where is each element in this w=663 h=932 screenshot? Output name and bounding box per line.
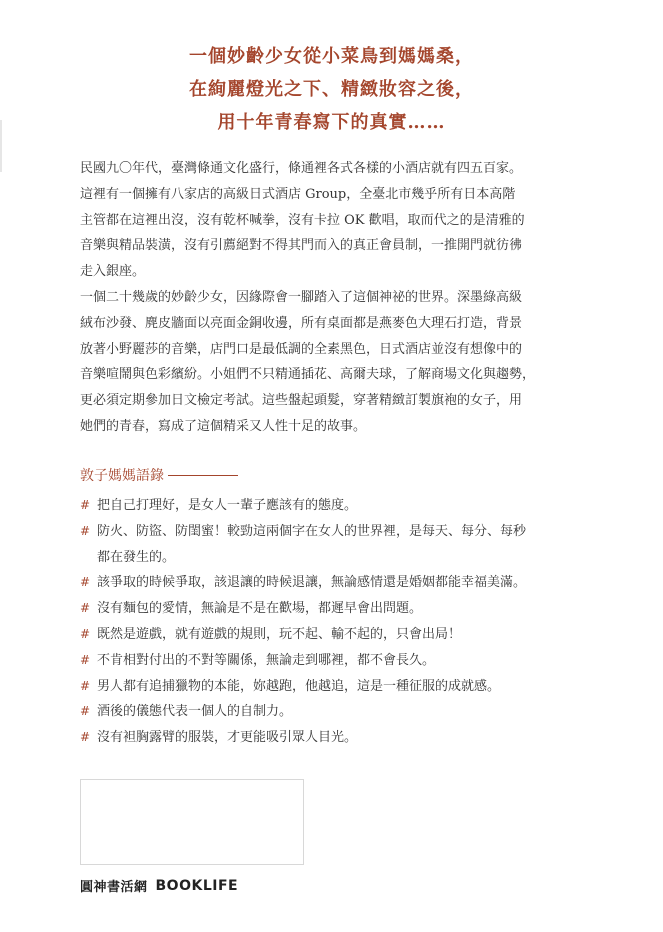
hash-bullet: # <box>80 523 91 538</box>
quote-text <box>97 570 526 596</box>
headline-line: 一個妙齡少女從小菜鳥到媽媽桑， <box>189 46 474 67</box>
book-cover-placeholder <box>80 779 304 865</box>
publisher-english-name: BOOKLIFE <box>155 877 239 894</box>
quote-item <box>80 674 590 700</box>
headline <box>0 40 663 139</box>
quote-line: 男人都有追捕獵物的本能，妳越跑，他越追，這是一種征服的成就感。 <box>97 678 501 694</box>
quote-item <box>80 519 590 571</box>
quote-text <box>97 519 526 571</box>
quote-text <box>97 699 292 725</box>
synopsis <box>80 156 585 440</box>
quotes-section-title <box>80 465 238 485</box>
synopsis-line: 音樂喧鬧與色彩繽紛。小姐們不只精通插花、高爾夫球，了解商場文化與趨勢， <box>80 367 536 383</box>
quote-text <box>97 622 461 648</box>
synopsis-line: 絨布沙發、麂皮牆面以亮面金銅收邊，所有桌面都是燕麥色大理石打造，背景 <box>80 315 523 331</box>
title-rule <box>168 475 238 476</box>
quote-item <box>80 622 590 648</box>
quote-line: 酒後的儀態代表一個人的自制力。 <box>97 704 293 720</box>
synopsis-line: 她們的青春，寫成了這個精采又人性十足的故事。 <box>80 418 367 434</box>
synopsis-line: 更必須定期參加日文檢定考試。這些盤起頭髮，穿著精緻訂製旗袍的女子，用 <box>80 393 523 409</box>
quote-text <box>97 648 435 674</box>
hash-bullet: # <box>80 601 91 616</box>
quote-item <box>80 570 590 596</box>
hash-bullet: # <box>80 652 91 667</box>
quote-line: 沒有袒胸露臂的服裝，才更能吸引眾人目光。 <box>97 730 358 746</box>
hash-bullet: # <box>80 575 91 590</box>
quotes-title-text: 敦子媽媽語錄 <box>80 468 164 484</box>
quote-text <box>97 596 422 622</box>
quote-line: 把自己打理好，是女人一輩子應該有的態度。 <box>97 498 358 513</box>
quote-item <box>80 493 590 519</box>
synopsis-line: 這裡有一個擁有八家店的高級日式酒店 Group，全臺北市幾乎所有日本高階 <box>80 186 516 202</box>
quote-line: 該爭取的時候爭取，該退讓的時候退讓，無論感情還是婚姻都能幸福美滿。 <box>97 575 527 591</box>
quote-item <box>80 596 590 622</box>
synopsis-line: 走入銀座。 <box>80 264 146 280</box>
quote-line: 防火、防盜、防閨蜜！較勁這兩個字在女人的世界裡，是每天、每分、每秒 <box>97 523 527 539</box>
hash-bullet: # <box>80 626 91 641</box>
quote-text <box>97 493 357 519</box>
quote-line: 不肯相對付出的不對等關係，無論走到哪裡，都不會長久。 <box>97 652 436 668</box>
synopsis-line: 音樂與精品裝潢，沒有引薦絕對不得其門而入的真正會員制，一推開門就彷彿 <box>80 238 523 254</box>
quote-text <box>97 674 500 700</box>
headline-line: 用十年青春寫下的真實…… <box>217 112 446 133</box>
publisher-logo <box>80 876 238 895</box>
headline-line: 在絢麗燈光之下、精緻妝容之後， <box>189 79 474 100</box>
quote-line: 既然是遊戲，就有遊戲的規則，玩不起、輸不起的，只會出局！ <box>97 626 462 642</box>
quote-line: 都在發生的。 <box>97 549 176 565</box>
hash-bullet: # <box>80 730 91 745</box>
synopsis-line: 主管都在這裡出沒，沒有乾杯喊拳，沒有卡拉 OK 歡唱，取而代之的是清雅的 <box>80 212 525 228</box>
synopsis-line: 民國九〇年代，臺灣條通文化盛行，條通裡各式各樣的小酒店就有四五百家。 <box>80 161 523 176</box>
quote-text <box>97 725 357 751</box>
hash-bullet: # <box>80 678 91 693</box>
quote-item <box>80 725 590 751</box>
synopsis-line: 一個二十幾歲的妙齡少女，因緣際會一腳踏入了這個神祕的世界。深墨綠高級 <box>80 289 523 305</box>
quote-line: 沒有麵包的愛情，無論是不是在歡場，都遲早會出問題。 <box>97 601 423 617</box>
publisher-chinese-name: 圓神書活網 <box>80 880 148 895</box>
hash-bullet: # <box>80 704 91 719</box>
quotes-list <box>80 493 590 751</box>
hash-bullet: # <box>80 498 91 512</box>
quote-item <box>80 648 590 674</box>
synopsis-line: 放著小野麗莎的音樂，店門口是最低調的全素黑色，日式酒店並沒有想像中的 <box>80 341 523 357</box>
quote-item <box>80 699 590 725</box>
